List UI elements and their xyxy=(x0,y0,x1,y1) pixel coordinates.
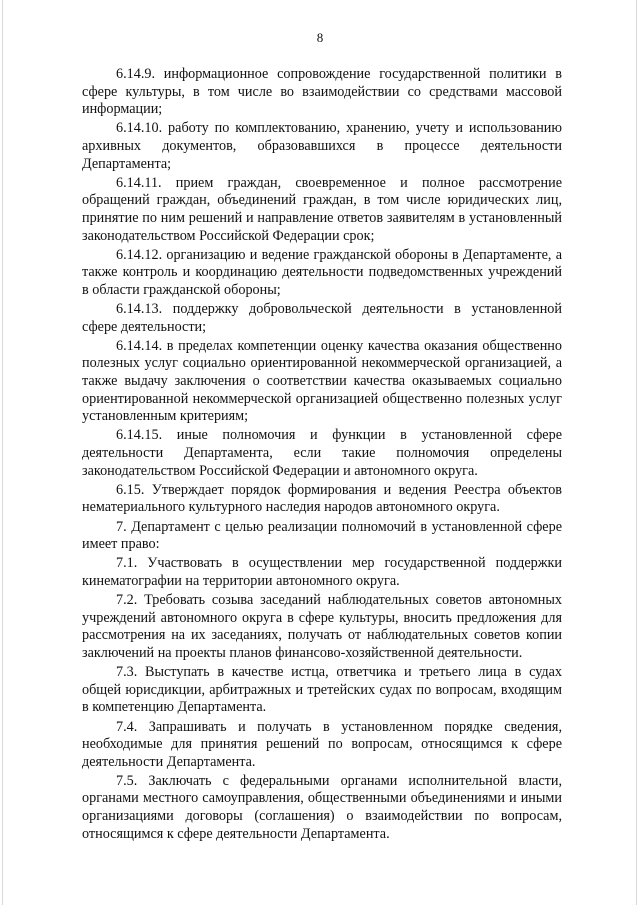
scan-edge-left xyxy=(2,0,3,905)
paragraph-7: 7. Департамент с целью реализации полномочий в установленной сфере имеет право: xyxy=(82,518,562,553)
paragraph-6-14-13: 6.14.13. поддержку добровольческой деятельности в установленной сфере деятельности; xyxy=(82,301,562,335)
paragraph-7-1: 7.1. Участвовать в осуществлении мер государственной поддержки кинематографии на территории автономного округа. xyxy=(82,555,562,589)
paragraph-7-2: 7.2. Требовать созыва заседаний наблюдательных советов автономных учреждений автономного округа в сфере культуры, вносить предложения для рассмотрения на их заседаниях, получать от наблюдательных советов копии заключений на проекты планов финансово-хозяйственной деятельности. xyxy=(82,592,562,661)
paragraph-7-3: 7.3. Выступать в качестве истца, ответчика и третьего лица в судах общей юрисдикции, арбитражных и третейских судах по вопросам, входящим в компетенцию Департамента. xyxy=(82,664,562,716)
page-number: 8 xyxy=(316,30,324,45)
paragraph-6-15: 6.15. Утверждает порядок формирования и ведения Реестра объектов нематериального культурного наследия народов автономного округа. xyxy=(82,481,562,516)
paragraph-6-14-9: 6.14.9. информационное сопровождение государственной политики в сфере культуры, в том числе во взаимодействии со средствами массовой информации; xyxy=(82,66,562,118)
paragraph-6-14-11: 6.14.11. прием граждан, своевременное и полное рассмотрение обращений граждан, объединений граждан, в том числе юридических лиц, принятие по ним решений и направление ответов заявителям в установленный законодательством Российской Федерации срок; xyxy=(82,174,562,244)
scan-edge-right xyxy=(636,0,637,905)
paragraph-6-14-15: 6.14.15. иные полномочия и функции в установленной сфере деятельности Департамента, если такие полномочия определены законодательством Российской Федерации и автономного округа. xyxy=(82,427,562,479)
paragraph-6-14-12: 6.14.12. организацию и ведение гражданской обороны в Департаменте, а также контроль и координацию деятельности подведомственных учреждений в области гражданской обороны; xyxy=(82,246,562,298)
document-body xyxy=(82,66,562,845)
paragraph-6-14-14: 6.14.14. в пределах компетенции оценку качества оказания общественно полезных услуг социально ориентированной некоммерческой организацией, а также выдачу заключения о соответствии качества оказываемых социально ориентированной некоммерческой организацией общественно полезных услуг установленным критериям; xyxy=(82,337,562,425)
paragraph-7-5: 7.5. Заключать с федеральными органами исполнительной власти, органами местного самоуправления, общественными объединениями и иными организациями договоры (соглашения) о взаимодействии по вопросам, относящимся к сфере деятельности Департамента. xyxy=(82,772,562,842)
paragraph-7-4: 7.4. Запрашивать и получать в установленном порядке сведения, необходимые для принятия решений по вопросам, относящимся к сфере деятельности Департамента. xyxy=(82,718,562,770)
paragraph-6-14-10: 6.14.10. работу по комплектованию, хранению, учету и использованию архивных документов, образовавшихся в процессе деятельности Департамента; xyxy=(82,120,562,172)
